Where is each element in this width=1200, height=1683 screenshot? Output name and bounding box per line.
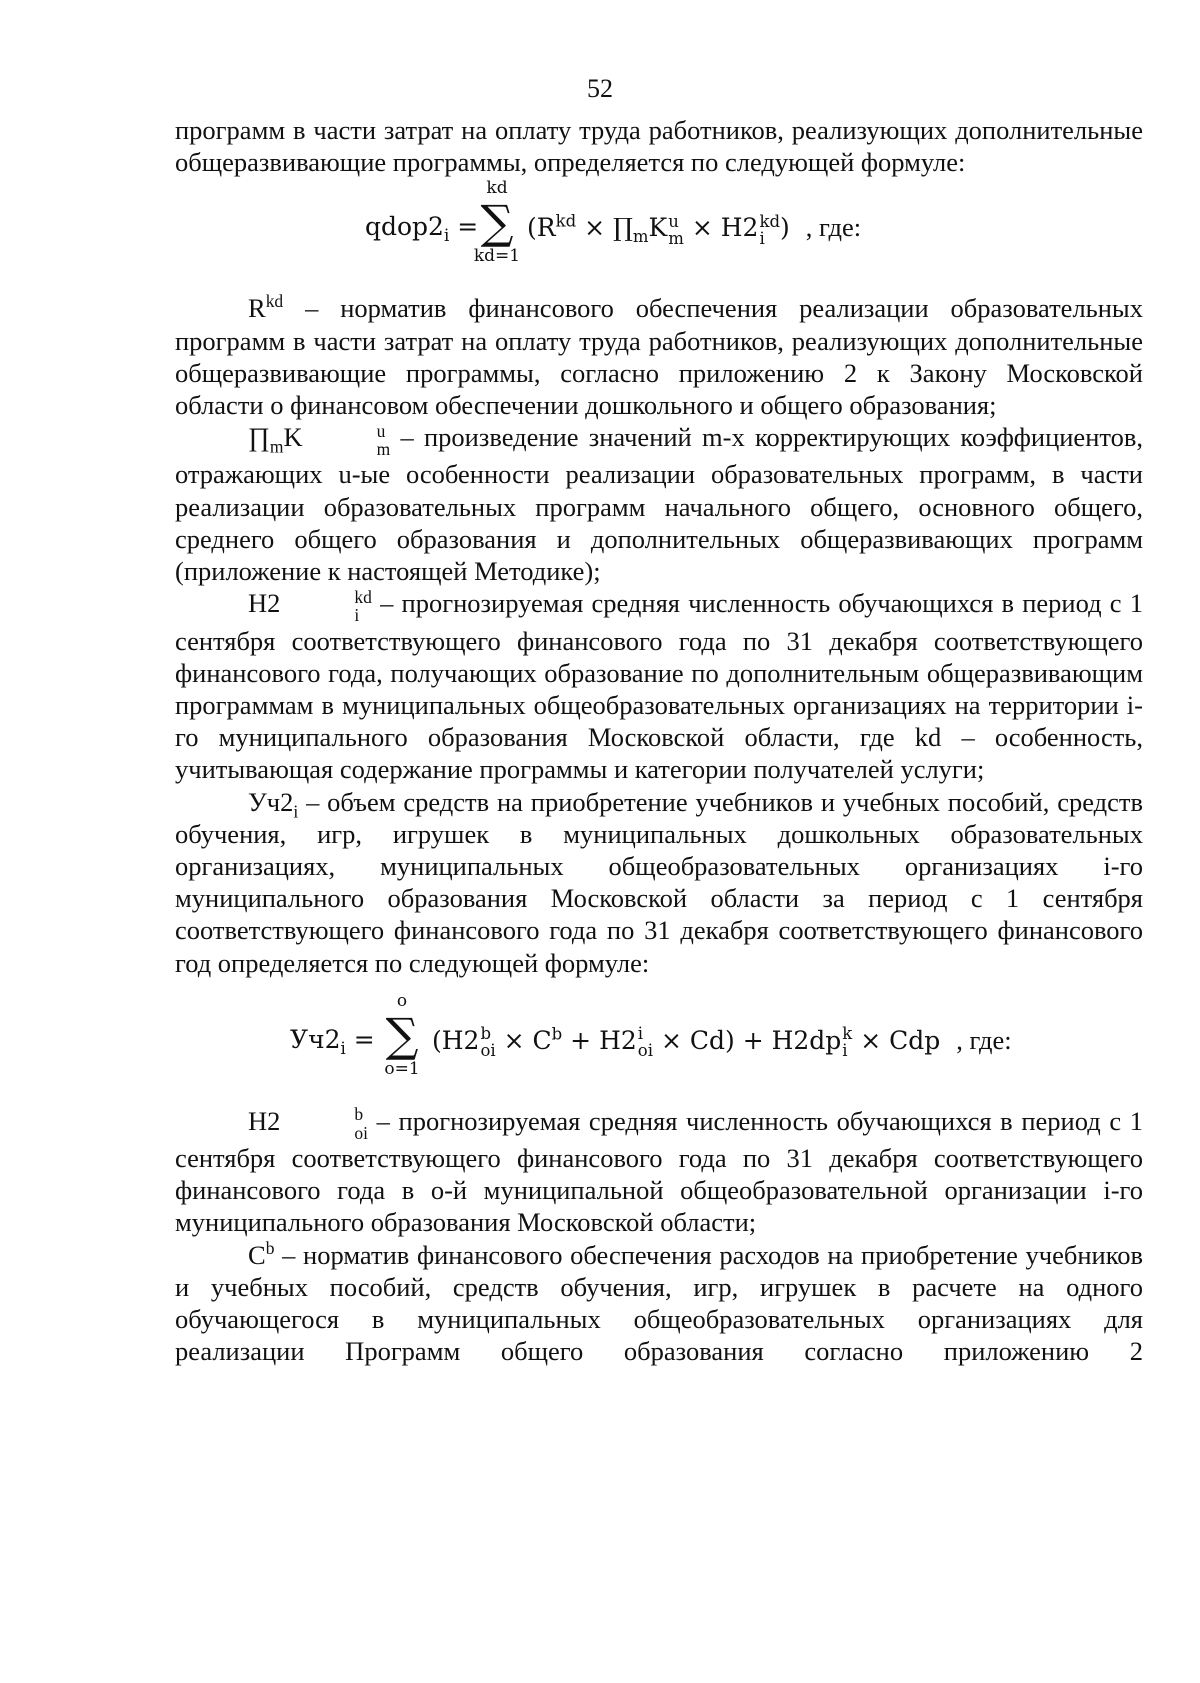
- definition-r-kd: $R^{kd}$ – норматив финансового обеспечения реализации образовательных программ в части затрат на оплату труда работников, реализующих дополнительные общеразвивающие программы, согласно приложению 2 к Закону Московской области о финансовом обеспечении дошкольного и общего образования;: [175, 291, 1143, 421]
- formula1-sum-lower: kd=1: [473, 246, 521, 267]
- definition-cb: $C^b$ – норматив финансового обеспечения расходов на приобретение учебников и учебных пособий, средств обучения, игр, игрушек в расчете на одного обучающегося в муниципальных общеобразовательных организациях для реализации Программ общего образования согласно приложению 2: [175, 1237, 1143, 1367]
- formula2-sum: [372, 991, 432, 1079]
- formula-uch2: [175, 991, 1143, 1089]
- sigma-icon: ∑: [385, 1007, 419, 1062]
- formula1-sum: [467, 178, 527, 266]
- formula2-sum-upper: o: [396, 990, 408, 1011]
- sigma-icon: ∑: [480, 195, 514, 250]
- definition-h2b-oi: H2 b oi – прогнозируемая средняя численность обучающихся в период с 1 сентября соответствующего финансового года по 31 декабря соответствующего финансового года в о-й муниципальной общеобразовательной организации i-го муниципального образования Московской области;: [175, 1104, 1143, 1238]
- formula1-rhs: ($R^{kd}$ × $\prod_mK$ u m × H2 kd i ) , где:: [527, 211, 862, 248]
- page-number: 52: [587, 74, 613, 103]
- formula2-lhs: $Уч2_i$ =: [290, 1024, 375, 1058]
- formula1-lhs: $qdop2_i$ =: [365, 212, 479, 246]
- intro-paragraph: программ в части затрат на оплату труда работников, реализующих дополнительные общеразвивающие программы, определяется по следующей формуле:: [175, 115, 1143, 178]
- formula2-rhs: (H2 b oi × $C^b + H2$ i oi × Cd) + H2dp k i × Cdp , где:: [432, 1023, 1012, 1061]
- definition-uch2: $Уч2_i$ – объем средств на приобретение учебников и учебных пособий, средств обучения, игр, игрушек в муниципальных дошкольных образовательных организациях, муниципальных общеобразовательных организациях i-го муниципального образования Московской области за период с 1 сентября соответствующего финансового года по 31 декабря соответствующего финансового год определяется по следующей формуле:: [175, 786, 1143, 978]
- definition-h2-kd: H2 kd i – прогнозируемая средняя численность обучающихся в период с 1 сентября соответствующего финансового года по 31 декабря соответствующего финансового года, получающих образование по дополнительным общеразвивающим программам в муниципальных общеобразовательных организациях на территории i-го муниципального образования Московской области, где kd – особенность, учитывающая содержание программы и категории получателей услуги;: [175, 586, 1143, 785]
- formula1-sum-upper: kd: [486, 178, 508, 199]
- document-body: [175, 114, 1143, 1367]
- formula-qdop2: [175, 178, 1143, 276]
- definition-prod-k: $\prod_mK$ u m – произведение значений m-х корректирующих коэффициентов, отражающих u-ые особенности реализации образовательных программ, в части реализации образовательных программ начального общего, основного общего, среднего общего образования и дополнительных общеразвивающих программ (приложение к настоящей Методике);: [175, 420, 1143, 587]
- formula2-sum-lower: o=1: [384, 1058, 420, 1079]
